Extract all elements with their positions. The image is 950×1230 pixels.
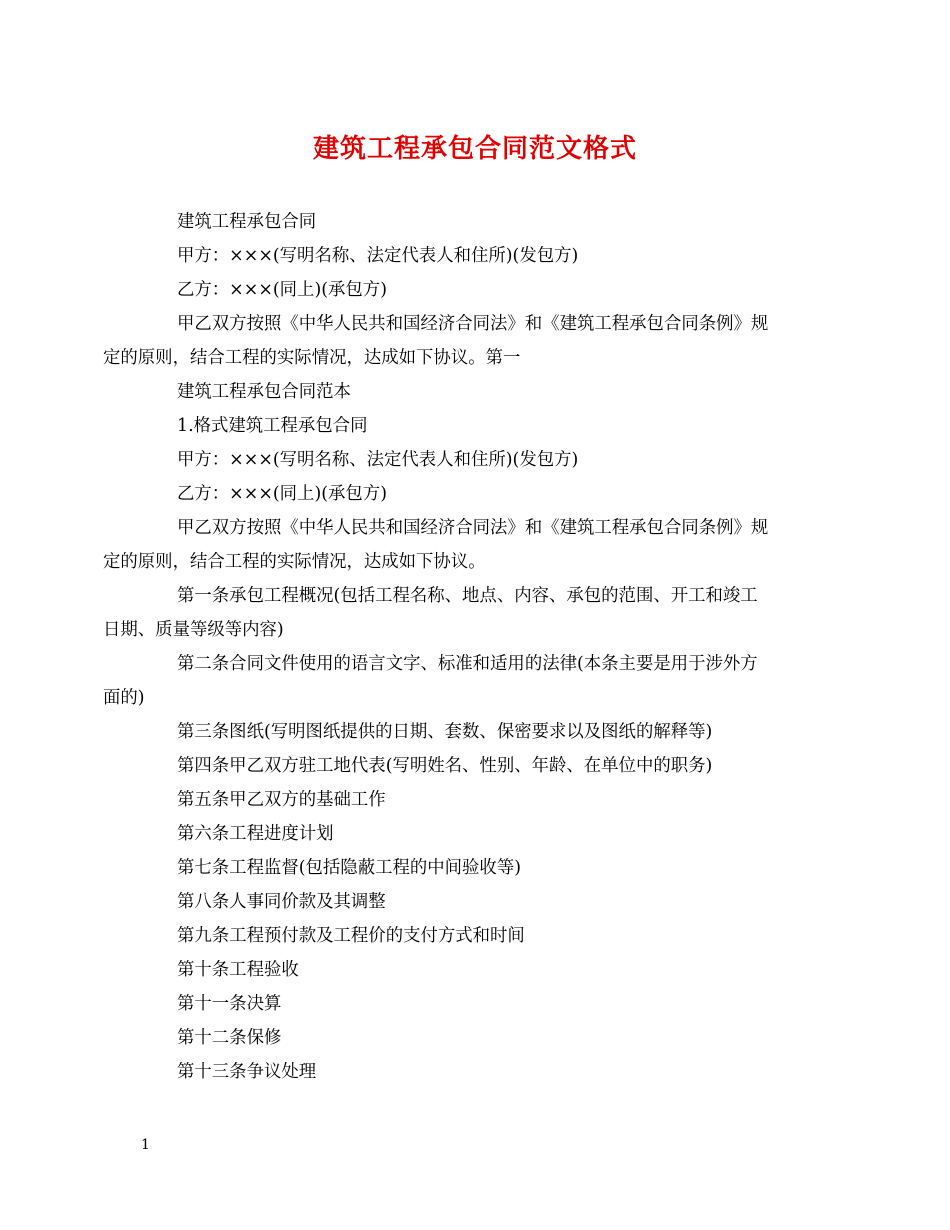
paragraph: [140, 205, 812, 239]
paragraph: [140, 477, 812, 511]
paragraph-line-continued: 日期、质量等级等内容): [103, 620, 284, 640]
page-number: 1: [141, 1137, 150, 1153]
paragraph-line: 乙方：×××(同上)(承包方): [177, 280, 387, 300]
paragraph: [140, 409, 812, 443]
document-body: [103, 205, 812, 1089]
paragraph-line: 第十二条保修: [177, 1028, 282, 1048]
paragraph: [140, 817, 812, 851]
paragraph: [103, 307, 812, 375]
paragraph-line: 第四条甲乙双方驻工地代表(写明姓名、性别、年龄、在单位中的职务): [177, 756, 713, 776]
paragraph-line: 第八条人事同价款及其调整: [177, 892, 386, 912]
paragraph: [140, 953, 812, 987]
paragraph: [103, 579, 812, 647]
paragraph: [140, 987, 812, 1021]
paragraph-line-continued: 面的): [103, 688, 145, 708]
paragraph-line: 第十三条争议处理: [177, 1062, 317, 1082]
paragraph-line: 第九条工程预付款及工程价的支付方式和时间: [177, 926, 525, 946]
paragraph-line: 甲乙双方按照《中华人民共和国经济合同法》和《建筑工程承包合同条例》规: [177, 314, 769, 334]
paragraph-line: 第六条工程进度计划: [177, 824, 334, 844]
paragraph-line: 1.格式建筑工程承包合同: [177, 416, 368, 436]
paragraph-line: 第二条合同文件使用的语言文字、标准和适用的法律(本条主要是用于涉外方: [177, 654, 758, 674]
paragraph-line: 第五条甲乙双方的基础工作: [177, 790, 386, 810]
paragraph: [140, 885, 812, 919]
paragraph-line: 建筑工程承包合同范本: [177, 382, 351, 402]
paragraph: [140, 1021, 812, 1055]
paragraph: [140, 749, 812, 783]
paragraph-line: 乙方：×××(同上)(承包方): [177, 484, 387, 504]
paragraph-line: 第一条承包工程概况(包括工程名称、地点、内容、承包的范围、开工和竣工: [177, 586, 758, 606]
paragraph: [140, 239, 812, 273]
paragraph-line: 建筑工程承包合同: [177, 212, 317, 232]
paragraph-line-continued: 定的原则，结合工程的实际情况，达成如下协议。第一: [103, 348, 521, 368]
paragraph: [103, 647, 812, 715]
paragraph-line: 甲方：×××(写明名称、法定代表人和住所)(发包方): [177, 450, 579, 470]
paragraph: [140, 919, 812, 953]
paragraph: [140, 715, 812, 749]
paragraph-line: 甲乙双方按照《中华人民共和国经济合同法》和《建筑工程承包合同条例》规: [177, 518, 769, 538]
paragraph: [140, 851, 812, 885]
paragraph-line: 第三条图纸(写明图纸提供的日期、套数、保密要求以及图纸的解释等): [177, 722, 713, 742]
paragraph: [140, 273, 812, 307]
paragraph: [140, 443, 812, 477]
paragraph: [140, 1055, 812, 1089]
paragraph-line: 第十条工程验收: [177, 960, 299, 980]
paragraph-line: 甲方：×××(写明名称、法定代表人和住所)(发包方): [177, 246, 579, 266]
paragraph-line-continued: 定的原则，结合工程的实际情况，达成如下协议。: [103, 552, 486, 572]
paragraph: [103, 511, 812, 579]
paragraph: [140, 783, 812, 817]
paragraph-line: 第十一条决算: [177, 994, 282, 1014]
paragraph-line: 第七条工程监督(包括隐蔽工程的中间验收等): [177, 858, 521, 878]
paragraph: [140, 375, 812, 409]
document-title: 建筑工程承包合同范文格式: [312, 134, 637, 164]
